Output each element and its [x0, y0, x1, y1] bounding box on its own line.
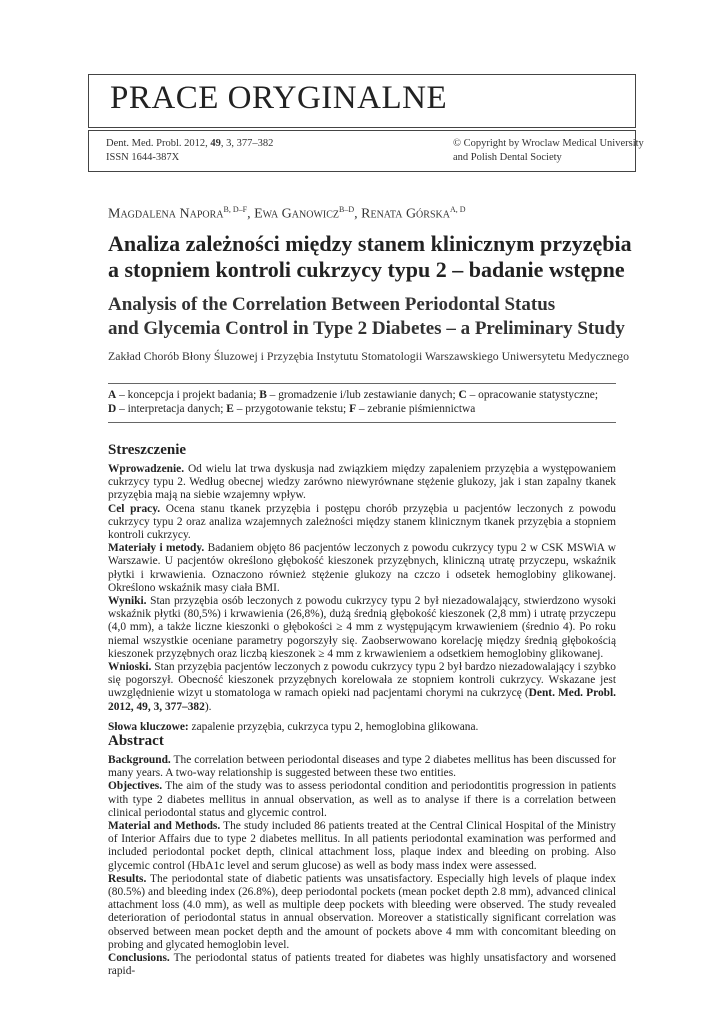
- heading-abstract: Abstract: [108, 733, 164, 749]
- abstract-section-text: The correlation between periodontal diseases and type 2 diabetes mellitus has been discussed for many years. A two-way relationship is suggested between these two entities.: [108, 754, 616, 780]
- abstract-paragraph: [108, 873, 616, 952]
- streszczenie-section-label: Wyniki.: [108, 595, 147, 608]
- title-polish: [108, 231, 648, 283]
- journal-citation: [106, 137, 273, 151]
- legend-text: – opracowanie statystyczne;: [466, 389, 598, 401]
- author-roles: B, D–F: [223, 205, 248, 214]
- abstract-section-label: Material and Methods.: [108, 820, 221, 833]
- author-list: [108, 205, 466, 223]
- divider: [108, 383, 616, 384]
- author-name: Ewa Ganowicz: [254, 206, 340, 222]
- legend-text: – przygotowanie tekstu;: [233, 403, 350, 415]
- streszczenie-body: [108, 463, 616, 734]
- abstract-section-label: Background.: [108, 754, 171, 766]
- streszczenie-section-label: Cel pracy.: [108, 502, 161, 515]
- contribution-legend-line-2: [108, 403, 475, 415]
- streszczenie-section-text: Stan przyzębia pacjentów leczonych z powodu cukrzycy typu 2 był bardzo niezadowalający i szybko się pogorszył. Obecność kieszonek przyzębnych korelowała ze stopniem kontroli cukrzycy. Wskazane jest uwzględnienie wizyt u stomatologa w ramach opieki nad pacjentami chorymi na cukrzycę (: [108, 661, 616, 700]
- author-separator: ,: [247, 206, 255, 222]
- title-english-line: and Glycemia Control in Type 2 Diabetes – a Preliminary Study: [108, 318, 625, 339]
- streszczenie-section-text: Stan przyzębia osób leczonych z powodu cukrzycy typu 2 był niezadowalający, stwierdzono wysoki wskaźnik płytki (80,5%) i krwawienia (26,8%), dużą średnią głębokość kieszonek (2,8 mm) i utratę przyczepu (4,0 mm), a także liczne kieszonki o głębokości ≥ 4 mm z występującym krwawieniem (średnio 4). Po roku niemal wszystkie oceniane parametry pogorszyły się. Zaobserwowano korelację między średnią głębokością kieszonek przyzębnych oraz liczbą kieszonek ≥ 4 mm z krwawieniem a odsetkiem hemoglobiny glikowanej.: [108, 595, 616, 660]
- keywords-text: zapalenie przyzębia, cukrzyca typu 2, hemoglobina glikowana.: [188, 720, 479, 733]
- abstract-section-text: The aim of the study was to assess periodontal condition and periodontitis progression in patients with type 2 diabetes mellitus in annual observation, as well as to analyse if there is a correlation between clinical periodontal status and glycemic control.: [108, 780, 616, 819]
- abstract-section-text: The periodontal status of patients treated for diabetes was highly unsatisfactory and worsened rapid-: [108, 952, 616, 978]
- abstract-paragraph: [108, 820, 616, 873]
- abstract-section-text: The periodontal state of diabetic patients was unsatisfactory. Especially high levels of plaque index (80.5%) and bleeding index (26.8%), deep periodontal pockets (mean pocket depth 2.8 mm), advanced clinical attachment loss (4.0 mm), as well as multiple deep pockets with bleeding were observed. The study revealed deterioration of periodontal status in annual observation. Moreover a statistically significant correlation was observed between mean pocket depth and the amount of pockets above 4 mm with concomitant bleeding on probing and glycated hemoglobin level.: [108, 872, 616, 951]
- heading-streszczenie: Streszczenie: [108, 442, 187, 458]
- author-name: Magdalena Napora: [108, 206, 224, 222]
- legend-key: E: [226, 403, 234, 415]
- author-separator: ,: [354, 206, 362, 222]
- copyright-line-2: and Polish Dental Society: [453, 152, 562, 163]
- streszczenie-citation: Dent. Med. Probl. 2012, 49, 3, 377–382: [108, 687, 616, 713]
- legend-key: B: [259, 389, 267, 401]
- divider: [108, 422, 616, 423]
- affiliation: Zakład Chorób Błony Śluzowej i Przyzębia Instytutu Stomatologii Warszawskiego Uniwersytetu Medycznego: [108, 349, 630, 363]
- contribution-legend-line-1: [108, 389, 598, 401]
- keywords-label: Słowa kluczowe:: [108, 720, 189, 733]
- streszczenie-section-label: Wnioski.: [108, 661, 152, 674]
- abstract-section-text: The study included 86 patients treated at the Central Clinical Hospital of the Ministry of Interior Affairs due to type 2 diabetes mellitus. In all patients periodontal examination was performed and included periodontal pocket depth, clinical attachment loss, plaque index and bleeding on probing. Also glycemic control (HbA1c level and serum glucose) as well as body mass index were assessed.: [108, 820, 616, 872]
- streszczenie-section-label: Materiały i metody.: [108, 542, 205, 555]
- streszczenie-section-text: Od wielu lat trwa dyskusja nad związkiem między zapaleniem przyzębia a występowaniem cukrzycy typu 2. Według obecnej wiedzy zarówno niewyrównane stężenie glukozy, jak i stan zapalny tkanek przyzębia mają na siebie wzajemny wpływ.: [108, 463, 616, 502]
- legend-key: D: [108, 403, 117, 415]
- abstract-paragraph: [108, 754, 616, 780]
- streszczenie-section-label: Wprowadzenie.: [108, 463, 185, 475]
- streszczenie-paragraph: [108, 595, 616, 661]
- title-polish-line: Analiza zależności między stanem klinicznym przyzębia: [108, 231, 632, 256]
- abstract-section-label: Conclusions.: [108, 952, 170, 965]
- legend-key: F: [349, 403, 357, 415]
- title-english: [108, 293, 648, 341]
- copyright-line-1: © Copyright by Wroclaw Medical University: [453, 138, 644, 149]
- title-english-line: Analysis of the Correlation Between Periodontal Status: [108, 294, 556, 315]
- streszczenie-section-text: ).: [204, 700, 212, 713]
- streszczenie-section-text: Ocena stanu tkanek przyzębia i postępu chorób przyzębia u pacjentów leczonych z powodu cukrzycy typu 2 oraz analiza wzajemnych zależności między stanem klinicznym tkanek przyzębia a stopniem kontroli cukrzycy.: [108, 502, 616, 542]
- legend-text: – interpretacja danych;: [116, 403, 227, 415]
- abstract-section-label: Objectives.: [108, 780, 163, 793]
- journal-ref-pages: , 3, 377–382: [220, 138, 274, 149]
- journal-ref-text: Dent. Med. Probl. 2012,: [106, 138, 208, 149]
- legend-key: A: [108, 389, 117, 401]
- keywords: [108, 721, 616, 734]
- legend-text: – gromadzenie i/lub zestawianie danych;: [266, 389, 459, 401]
- abstract-section-label: Results.: [108, 872, 147, 885]
- abstract-body: [108, 754, 616, 978]
- journal-volume: 49: [210, 138, 221, 149]
- streszczenie-paragraph: [108, 463, 616, 503]
- legend-text: – zebranie piśmiennictwa: [356, 403, 476, 415]
- streszczenie-paragraph: [108, 661, 616, 714]
- author-roles: B–D: [339, 205, 355, 214]
- journal-issn: ISSN 1644-387X: [106, 152, 180, 163]
- streszczenie-paragraph: [108, 542, 616, 595]
- author-roles: A, D: [449, 205, 466, 214]
- title-polish-line: a stopniem kontroli cukrzycy typu 2 – badanie wstępne: [108, 257, 625, 282]
- streszczenie-paragraph: [108, 503, 616, 543]
- abstract-paragraph: [108, 952, 616, 978]
- legend-key: C: [458, 389, 467, 401]
- legend-text: – koncepcja i projekt badania;: [116, 389, 260, 401]
- section-banner-title: PRACE ORYGINALNE: [110, 80, 448, 116]
- author-name: Renata Górska: [361, 206, 450, 222]
- streszczenie-section-text: Badaniem objęto 86 pacjentów leczonych z powodu cukrzycy typu 2 w CSK MSWiA w Warszawie. U pacjentów określono głębokość kieszonek przyzębnych, kliniczną utratę przyczepu, wskaźnik płytki i krwawienia. Oznaczono również stężenie glukozy na czczo i odsetek hemoglobiny glikowanej. Określono wskaźnik masy ciała BMI.: [108, 542, 617, 594]
- abstract-paragraph: [108, 780, 616, 820]
